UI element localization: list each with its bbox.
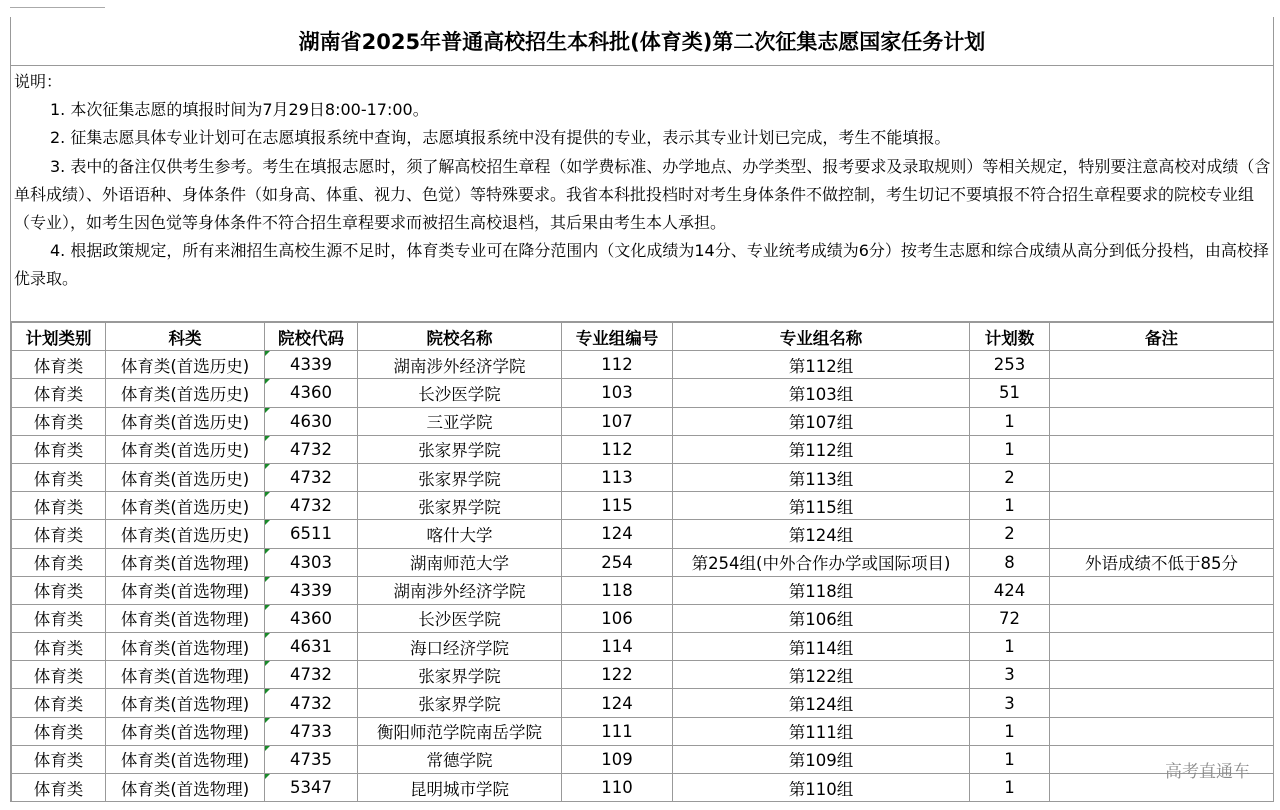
cell-school-code[interactable]: 4303 (265, 548, 358, 576)
cell-plan-category[interactable]: 体育类 (12, 774, 106, 802)
column-header-plan-category: 计划类别 (12, 323, 106, 351)
cell-remark[interactable] (1050, 379, 1274, 407)
cell-school-code[interactable]: 4360 (265, 379, 358, 407)
cell-school-code[interactable]: 4732 (265, 435, 358, 463)
cell-subject-type[interactable]: 体育类(首选历史) (106, 492, 265, 520)
cell-subject-type[interactable]: 体育类(首选物理) (106, 604, 265, 632)
cell-school-code[interactable]: 5347 (265, 774, 358, 802)
cell-group-name[interactable]: 第114组 (673, 633, 970, 661)
cell-group-code[interactable]: 114 (562, 633, 673, 661)
cell-subject-type[interactable]: 体育类(首选物理) (106, 745, 265, 773)
table-row (12, 407, 1274, 435)
table-row (12, 379, 1274, 407)
cell-plan-category[interactable]: 体育类 (12, 379, 106, 407)
cell-plan-count[interactable]: 1 (970, 745, 1050, 773)
cell-group-code[interactable]: 124 (562, 689, 673, 717)
cell-subject-type[interactable]: 体育类(首选历史) (106, 351, 265, 379)
cell-plan-category[interactable]: 体育类 (12, 548, 106, 576)
cell-plan-count[interactable]: 51 (970, 379, 1050, 407)
cell-school-name[interactable]: 喀什大学 (358, 520, 562, 548)
cell-school-code[interactable]: 6511 (265, 520, 358, 548)
note-item: 4. 根据政策规定，所有来湘招生高校生源不足时，体育类专业可在降分范围内（文化成绩为14分、专业统考成绩为6分）按考生志愿和综合成绩从高分到低分投档，由高校择优录取。 (14, 241, 1269, 289)
cell-plan-count[interactable]: 3 (970, 661, 1050, 689)
cell-subject-type[interactable]: 体育类(首选历史) (106, 379, 265, 407)
cell-group-code[interactable]: 118 (562, 576, 673, 604)
table-row (12, 689, 1274, 717)
cell-plan-category[interactable]: 体育类 (12, 604, 106, 632)
page-title: 湖南省2025年普通高校招生本科批(体育类)第二次征集志愿国家任务计划 (11, 17, 1273, 66)
cell-school-code[interactable]: 4735 (265, 745, 358, 773)
cell-remark[interactable] (1050, 633, 1274, 661)
cell-plan-category[interactable]: 体育类 (12, 576, 106, 604)
cell-school-code[interactable]: 4631 (265, 633, 358, 661)
cell-school-name[interactable]: 昆明城市学院 (358, 774, 562, 802)
cell-plan-category[interactable]: 体育类 (12, 633, 106, 661)
cell-school-name[interactable]: 张家界学院 (358, 435, 562, 463)
cell-subject-type[interactable]: 体育类(首选物理) (106, 717, 265, 745)
table-row (12, 576, 1274, 604)
cell-plan-count[interactable]: 72 (970, 604, 1050, 632)
cell-group-code[interactable]: 122 (562, 661, 673, 689)
table-header-row (12, 323, 1274, 351)
cell-subject-type[interactable]: 体育类(首选历史) (106, 435, 265, 463)
column-header-remark: 备注 (1050, 323, 1274, 351)
cell-plan-count[interactable]: 8 (970, 548, 1050, 576)
column-header-group-name: 专业组名称 (673, 323, 970, 351)
cell-group-name[interactable]: 第122组 (673, 661, 970, 689)
cell-subject-type[interactable]: 体育类(首选物理) (106, 576, 265, 604)
cell-plan-category[interactable]: 体育类 (12, 407, 106, 435)
column-header-subject-type: 科类 (106, 323, 265, 351)
cell-group-code[interactable]: 124 (562, 520, 673, 548)
cell-remark[interactable] (1050, 492, 1274, 520)
cell-school-name[interactable]: 三亚学院 (358, 407, 562, 435)
cell-remark[interactable] (1050, 520, 1274, 548)
cell-group-name[interactable]: 第124组 (673, 520, 970, 548)
cell-plan-count[interactable]: 1 (970, 774, 1050, 802)
cell-remark[interactable] (1050, 717, 1274, 745)
cell-school-code[interactable]: 4732 (265, 689, 358, 717)
table-row (12, 604, 1274, 632)
notes-section (11, 66, 1273, 322)
cell-plan-category[interactable]: 体育类 (12, 661, 106, 689)
watermark: 高考直通车 (1165, 762, 1250, 782)
cell-subject-type[interactable]: 体育类(首选物理) (106, 633, 265, 661)
note-item: 2. 征集志愿具体专业计划可在志愿填报系统中查询，志愿填报系统中没有提供的专业，表示其专业计划已完成，考生不能填报。 (50, 128, 951, 148)
cell-plan-category[interactable]: 体育类 (12, 745, 106, 773)
cell-subject-type[interactable]: 体育类(首选历史) (106, 463, 265, 491)
cell-group-code[interactable]: 112 (562, 435, 673, 463)
table-row (12, 351, 1274, 379)
cell-plan-count[interactable]: 2 (970, 463, 1050, 491)
cell-plan-count[interactable]: 253 (970, 351, 1050, 379)
cell-plan-category[interactable]: 体育类 (12, 689, 106, 717)
cell-group-name[interactable]: 第103组 (673, 379, 970, 407)
cell-group-code[interactable]: 254 (562, 548, 673, 576)
cell-group-name[interactable]: 第254组(中外合作办学或国际项目) (673, 548, 970, 576)
table-row (12, 435, 1274, 463)
cell-subject-type[interactable]: 体育类(首选物理) (106, 689, 265, 717)
cell-group-name[interactable]: 第111组 (673, 717, 970, 745)
cell-group-code[interactable]: 112 (562, 351, 673, 379)
spreadsheet (10, 17, 1274, 802)
cell-plan-count[interactable]: 1 (970, 435, 1050, 463)
plan-table (11, 322, 1274, 802)
cell-subject-type[interactable]: 体育类(首选历史) (106, 520, 265, 548)
cell-plan-category[interactable]: 体育类 (12, 717, 106, 745)
cell-plan-category[interactable]: 体育类 (12, 463, 106, 491)
cell-group-name[interactable]: 第109组 (673, 745, 970, 773)
column-header-plan-count: 计划数 (970, 323, 1050, 351)
table-row (12, 745, 1274, 773)
cell-school-name[interactable]: 长沙医学院 (358, 604, 562, 632)
cell-group-name[interactable]: 第106组 (673, 604, 970, 632)
cell-subject-type[interactable]: 体育类(首选物理) (106, 774, 265, 802)
note-item: 3. 表中的备注仅供考生参考。考生在填报志愿时，须了解高校招生章程（如学费标准、办学地点、办学类型、报考要求及录取规则）等相关规定，特别要注意高校对成绩（含单科成绩）、外语语种、身体条件（如身高、体重、视力、色觉）等特殊要求。我省本科批投档时对考生身体条件不做控制，考生切记不要填报不符合招生章程要求的院校专业组（专业），如考生因色觉等身体条件不符合招生章程要求而被招生高校退档，其后果由考生本人承担。 (14, 156, 1271, 233)
cell-school-code[interactable]: 4339 (265, 576, 358, 604)
table-row (12, 492, 1274, 520)
cell-group-name[interactable]: 第124组 (673, 689, 970, 717)
cell-school-name[interactable]: 张家界学院 (358, 492, 562, 520)
cell-school-name[interactable]: 张家界学院 (358, 463, 562, 491)
cell-plan-category[interactable]: 体育类 (12, 435, 106, 463)
cell-plan-count[interactable]: 1 (970, 492, 1050, 520)
cell-subject-type[interactable]: 体育类(首选历史) (106, 407, 265, 435)
cell-remark[interactable] (1050, 435, 1274, 463)
cell-plan-count[interactable]: 3 (970, 689, 1050, 717)
cell-group-name[interactable]: 第113组 (673, 463, 970, 491)
cell-school-name[interactable]: 长沙医学院 (358, 379, 562, 407)
cell-group-code[interactable]: 115 (562, 492, 673, 520)
cell-remark[interactable] (1050, 351, 1274, 379)
table-row (12, 774, 1274, 802)
cell-school-code[interactable]: 4339 (265, 351, 358, 379)
table-row (12, 717, 1274, 745)
cell-group-code[interactable]: 107 (562, 407, 673, 435)
sheet-tab-line (10, 7, 105, 8)
cell-school-name[interactable]: 湖南师范大学 (358, 548, 562, 576)
cell-group-name[interactable]: 第110组 (673, 774, 970, 802)
cell-school-name[interactable]: 常德学院 (358, 745, 562, 773)
cell-school-name[interactable]: 湖南涉外经济学院 (358, 351, 562, 379)
cell-remark[interactable] (1050, 689, 1274, 717)
table-row (12, 661, 1274, 689)
cell-school-name[interactable]: 张家界学院 (358, 689, 562, 717)
cell-school-code[interactable]: 4360 (265, 604, 358, 632)
cell-plan-count[interactable]: 1 (970, 717, 1050, 745)
table-row (12, 520, 1274, 548)
cell-remark[interactable]: 外语成绩不低于85分 (1050, 548, 1274, 576)
cell-school-code[interactable]: 4630 (265, 407, 358, 435)
cell-school-name[interactable]: 海口经济学院 (358, 633, 562, 661)
table-row (12, 463, 1274, 491)
cell-plan-count[interactable]: 2 (970, 520, 1050, 548)
cell-group-name[interactable]: 第115组 (673, 492, 970, 520)
cell-remark[interactable] (1050, 604, 1274, 632)
cell-remark[interactable] (1050, 576, 1274, 604)
cell-subject-type[interactable]: 体育类(首选物理) (106, 548, 265, 576)
cell-plan-category[interactable]: 体育类 (12, 520, 106, 548)
column-header-school-name: 院校名称 (358, 323, 562, 351)
cell-plan-count[interactable]: 424 (970, 576, 1050, 604)
cell-school-code[interactable]: 4732 (265, 492, 358, 520)
cell-plan-category[interactable]: 体育类 (12, 492, 106, 520)
cell-group-code[interactable]: 106 (562, 604, 673, 632)
cell-group-name[interactable]: 第112组 (673, 351, 970, 379)
cell-school-code[interactable]: 4733 (265, 717, 358, 745)
cell-group-name[interactable]: 第118组 (673, 576, 970, 604)
cell-group-code[interactable]: 109 (562, 745, 673, 773)
cell-subject-type[interactable]: 体育类(首选物理) (106, 661, 265, 689)
cell-remark[interactable] (1050, 407, 1274, 435)
cell-remark[interactable] (1050, 661, 1274, 689)
notes-heading: 说明： (14, 72, 63, 91)
cell-school-code[interactable]: 4732 (265, 463, 358, 491)
cell-remark[interactable] (1050, 463, 1274, 491)
cell-group-code[interactable]: 103 (562, 379, 673, 407)
column-header-group-code: 专业组编号 (562, 323, 673, 351)
cell-plan-count[interactable]: 1 (970, 633, 1050, 661)
cell-group-code[interactable]: 113 (562, 463, 673, 491)
table-row (12, 548, 1274, 576)
table-row (12, 633, 1274, 661)
cell-school-code[interactable]: 4732 (265, 661, 358, 689)
cell-group-name[interactable]: 第112组 (673, 435, 970, 463)
cell-group-code[interactable]: 111 (562, 717, 673, 745)
cell-school-name[interactable]: 张家界学院 (358, 661, 562, 689)
cell-group-name[interactable]: 第107组 (673, 407, 970, 435)
cell-group-code[interactable]: 110 (562, 774, 673, 802)
cell-plan-count[interactable]: 1 (970, 407, 1050, 435)
note-item: 1. 本次征集志愿的填报时间为7月29日8:00-17:00。 (50, 100, 429, 120)
cell-school-name[interactable]: 湖南涉外经济学院 (358, 576, 562, 604)
cell-school-name[interactable]: 衡阳师范学院南岳学院 (358, 717, 562, 745)
column-header-school-code: 院校代码 (265, 323, 358, 351)
cell-plan-category[interactable]: 体育类 (12, 351, 106, 379)
